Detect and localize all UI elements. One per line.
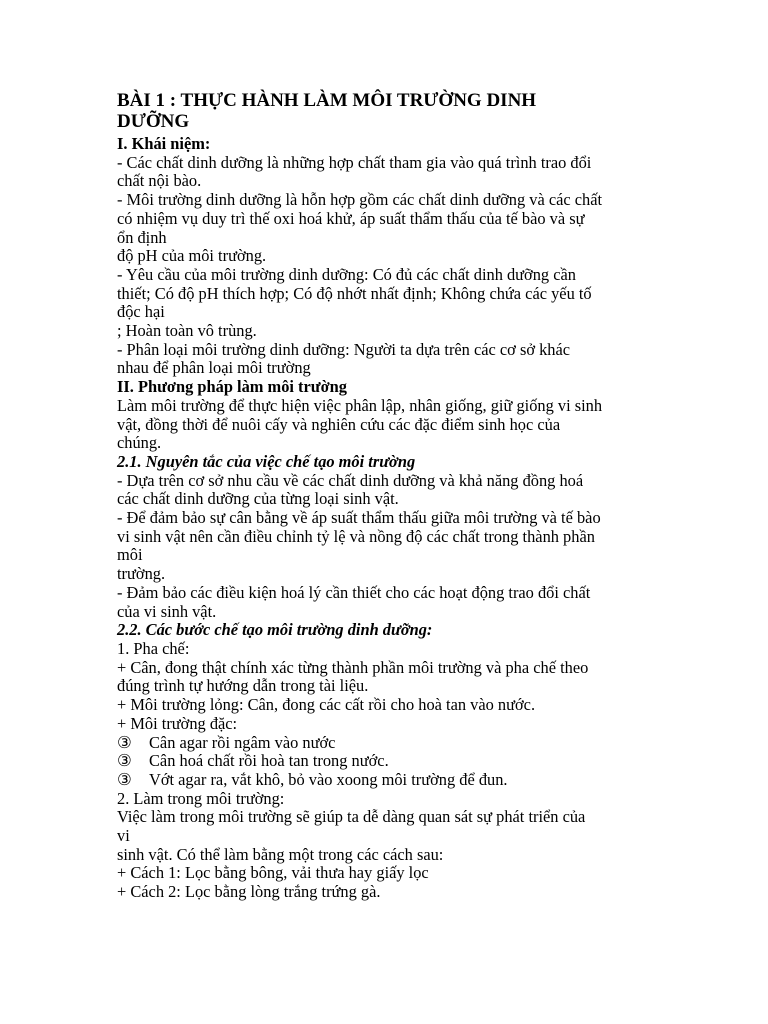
circled-number-bullet-icon: ③ <box>117 769 132 789</box>
text-line: chúng. <box>117 433 162 453</box>
text-line: nhau để phân loại môi trường <box>117 358 311 378</box>
bullet-list-item <box>117 771 657 790</box>
text-line: các chất dinh dưỡng của từng loại sinh vật. <box>117 489 399 509</box>
document-content <box>117 90 657 902</box>
page-title <box>117 90 657 132</box>
title-line-1: BÀI 1 : THỰC HÀNH LÀM MÔI TRƯỜNG DINH <box>117 90 537 111</box>
text-line: + Môi trường lỏng: Cân, đong các cất rồi cho hoà tan vào nước. <box>117 695 536 715</box>
text-line: Việc làm trong môi trường sẽ giúp ta dễ dàng quan sát sự phát triển của <box>117 807 586 827</box>
text-line: - Các chất dinh dưỡng là những hợp chất tham gia vào quá trình trao đổi <box>117 152 592 172</box>
text-line: + Cách 1: Lọc bằng bông, vải thưa hay giấy lọc <box>117 863 429 883</box>
text-line: chất nội bào. <box>117 171 202 191</box>
text-line: đúng trình tự hướng dẫn trong tài liệu. <box>117 676 369 696</box>
text-line: độc hại <box>117 302 165 322</box>
document-body <box>117 135 657 902</box>
text-line: vật, đồng thời để nuôi cấy và nghiên cứu các đặc điểm sinh học của <box>117 414 561 434</box>
bullet-list-item <box>117 734 657 753</box>
text-line: - Phân loại môi trường dinh dưỡng: Người ta dựa trên các cơ sở khác <box>117 339 571 359</box>
bullet-text: Vớt agar ra, vắt khô, bỏ vào xoong môi trường để đun. <box>149 769 508 789</box>
text-line: của vi sinh vật. <box>117 601 217 621</box>
circled-number-bullet-icon: ③ <box>117 751 132 771</box>
text-line: + Cân, đong thật chính xác từng thành phần môi trường và pha chế theo <box>117 657 589 677</box>
text-line: - Yêu cầu của môi trường dinh dưỡng: Có đủ các chất dinh dưỡng cần <box>117 264 576 284</box>
subsection-heading: 2.2. Các bước chế tạo môi trường dinh dưỡng: <box>117 620 433 640</box>
text-line: - Dựa trên cơ sở nhu cầu về các chất dinh dưỡng và khả năng đồng hoá <box>117 470 584 490</box>
text-line: - Môi trường dinh dưỡng là hỗn hợp gồm các chất dinh dưỡng và các chất <box>117 190 603 210</box>
text-line: - Để đảm bảo sự cân bằng về áp suất thẩm thấu giữa môi trường và tế bào <box>117 508 601 528</box>
text-line: 2. Làm trong môi trường: <box>117 788 285 808</box>
text-line: 1. Pha chế: <box>117 638 190 658</box>
bullet-list-item <box>117 752 657 771</box>
text-line: ; Hoàn toàn vô trùng. <box>117 321 257 341</box>
subsection-heading: 2.1. Nguyên tắc của việc chế tạo môi trường <box>117 451 416 471</box>
text-line: vi <box>117 826 130 846</box>
text-line: sinh vật. Có thể làm bằng một trong các cách sau: <box>117 844 444 864</box>
text-line: thiết; Có độ pH thích hợp; Có độ nhớt nhất định; Không chứa các yếu tố <box>117 283 592 303</box>
bullet-text: Cân hoá chất rồi hoà tan trong nước. <box>149 751 389 771</box>
text-line: môi <box>117 545 143 565</box>
section-heading: II. Phương pháp làm môi trường <box>117 377 347 397</box>
text-line: + Cách 2: Lọc bằng lòng trắng trứng gà. <box>117 882 381 902</box>
text-line: độ pH của môi trường. <box>117 246 267 266</box>
text-line: ổn định <box>117 227 167 247</box>
bullet-text: Cân agar rồi ngâm vào nước <box>149 732 336 752</box>
text-line: có nhiệm vụ duy trì thế oxi hoá khử, áp suất thẩm thấu của tế bào và sự <box>117 208 585 228</box>
text-line: + Môi trường đặc: <box>117 713 238 733</box>
section-heading: I. Khái niệm: <box>117 134 211 153</box>
circled-number-bullet-icon: ③ <box>117 732 132 752</box>
text-line: Làm môi trường để thực hiện việc phân lập, nhân giống, giữ giống vi sinh <box>117 395 603 415</box>
text-line: - Đảm bảo các điều kiện hoá lý cần thiết cho các hoạt động trao đổi chất <box>117 582 591 602</box>
text-line: trường. <box>117 564 166 584</box>
title-line-2: DƯỠNG <box>117 111 190 132</box>
text-line: vi sinh vật nên cần điều chỉnh tỷ lệ và nồng độ các chất trong thành phần <box>117 526 595 546</box>
